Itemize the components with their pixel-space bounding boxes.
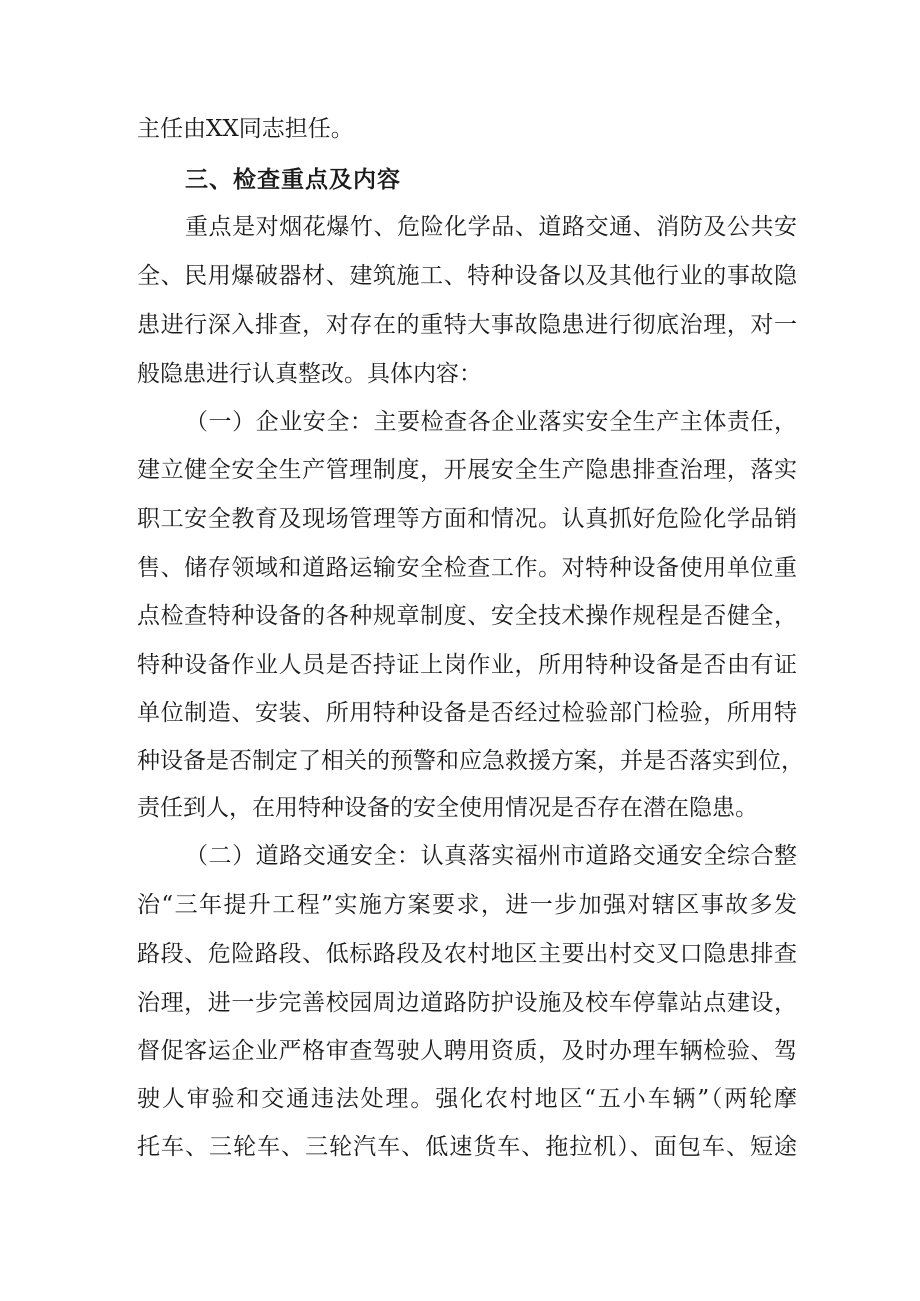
paragraph-line: 点检查特种设备的各种规章制度、安全技术操作规程是否健全， [137,603,797,629]
paragraph-line: 重点是对烟花爆竹、危险化学品、道路交通、消防及公共安 [185,214,797,240]
paragraph-line: 单位制造、安装、所用特种设备是否经过检验部门检验，所用特 [137,700,797,726]
paragraph-line: （二）道路交通安全：认真落实福州市道路交通安全综合整 [185,843,797,869]
paragraph-line: 般隐患进行认真整改。具体内容： [137,361,482,387]
paragraph-line: 路段、危险路段、低标路段及农村地区主要出村交叉口隐患排查 [137,941,797,967]
paragraph-line: 主任由XX同志担任。 [137,116,354,142]
paragraph-line: 全、民用爆破器材、建筑施工、特种设备以及其他行业的事故隐 [137,263,797,289]
paragraph-line: 种设备是否制定了相关的预警和应急救援方案，并是否落实到位， [137,748,804,774]
paragraph-line: 售、储存领域和道路运输安全检查工作。对特种设备使用单位重 [137,555,797,581]
paragraph-line: （一）企业安全：主要检查各企业落实安全生产主体责任， [185,409,797,435]
paragraph-line: 建立健全安全生产管理制度，开展安全生产隐患排查治理，落实 [137,457,797,483]
paragraph-line: 责任到人，在用特种设备的安全使用情况是否存在潜在隐患。 [137,795,758,821]
paragraph-line: 治理，进一步完善校园周边道路防护设施及校车停靠站点建设， [137,990,797,1016]
paragraph-line: 患进行深入排查，对存在的重特大事故隐患进行彻底治理，对一 [137,312,797,338]
paragraph-line: 职工安全教育及现场管理等方面和情况。认真抓好危险化学品销 [137,506,797,532]
paragraph-line: 治“三年提升工程”实施方案要求，进一步加强对辖区事故多发 [137,892,797,918]
paragraph-line: 特种设备作业人员是否持证上岗作业，所用特种设备是否由有证 [137,652,797,678]
section-heading: 三、检查重点及内容 [185,166,401,193]
paragraph-line: 督促客运企业严格审查驾驶人聘用资质，及时办理车辆检验、驾 [137,1038,797,1064]
paragraph-line: 驶人审验和交通违法处理。强化农村地区“五小车辆”（两轮摩 [137,1086,797,1112]
paragraph-line: 托车、三轮车、三轮汽车、低速货车、拖拉机）、面包车、短途 [137,1134,797,1160]
